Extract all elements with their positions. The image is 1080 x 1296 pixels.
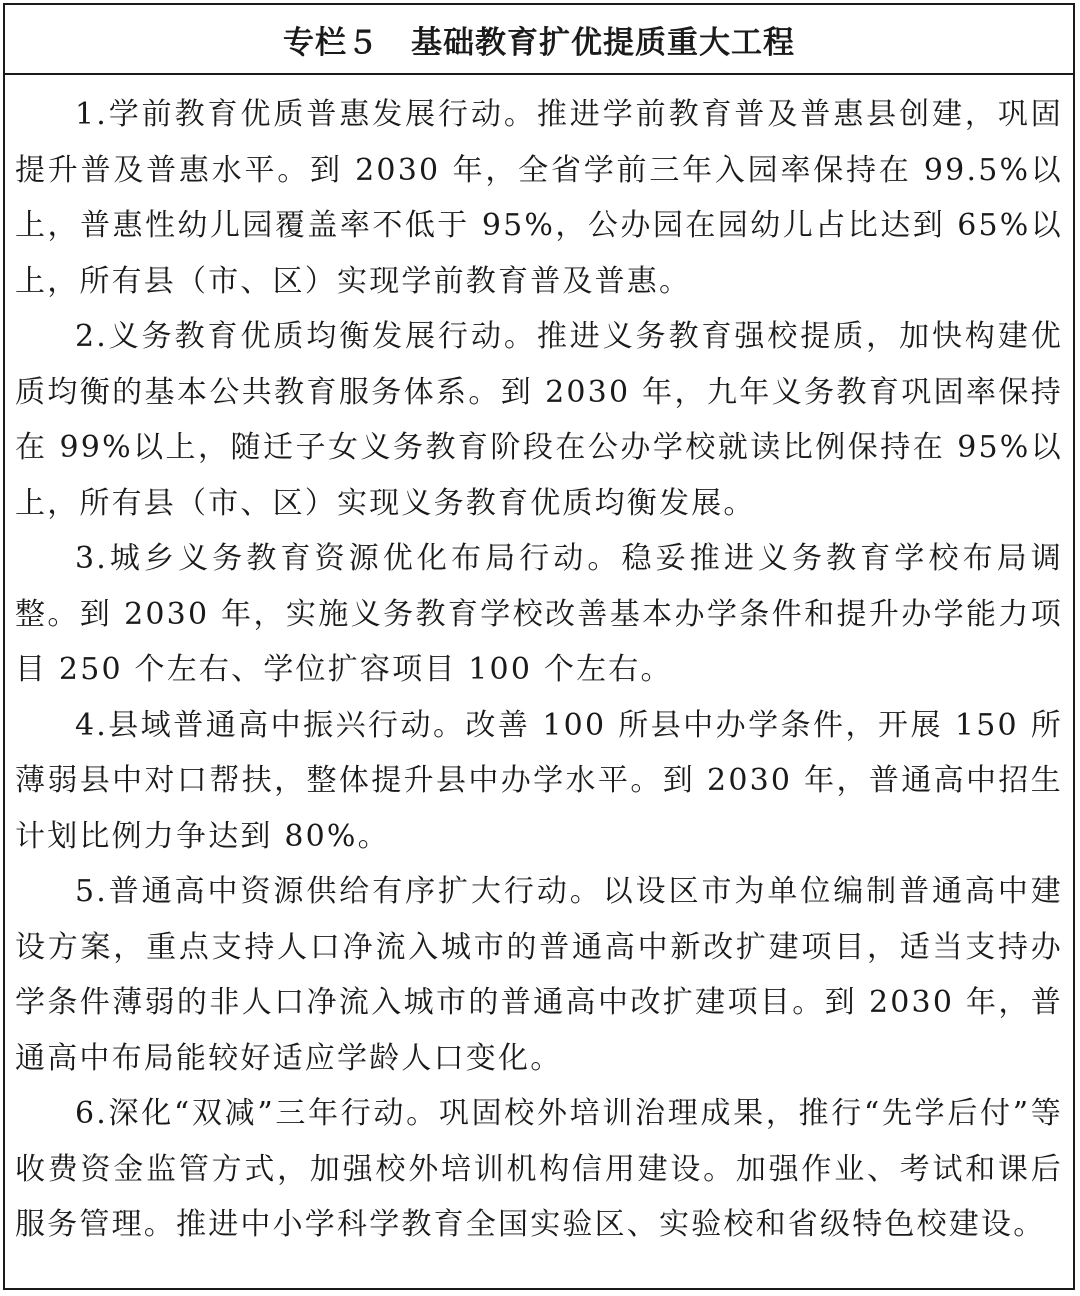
item-high-school-supply: 5.普通高中资源供给有序扩大行动。以设区市为单位编制普通高中建设方案，重点支持人口净流入城市的普通高中新改扩建项目，适当支持办学条件薄弱的非人口净流入城市的普通高中改扩建项目。到 2030 年，普通高中布局能较好适应学龄人口变化。 — [15, 874, 1063, 1076]
box-title: 专栏５ 基础教育扩优提质重大工程 — [5, 5, 1073, 75]
item-resource-layout: 3.城乡义务教育资源优化布局行动。稳妥推进义务教育学校布局调整。到 2030 年，实施义务教育学校改善基本办学条件和提升办学能力项目 250 个左右、学位扩容项目 100 个左右。 — [15, 541, 1063, 687]
item-compulsory-education: 2.义务教育优质均衡发展行动。推进义务教育强校提质，加快构建优质均衡的基本公共教育服务体系。到 2030 年，九年义务教育巩固率保持在 99%以上，随迁子女义务教育阶段在公办学校就读比例保持在 95%以上，所有县（市、区）实现义务教育优质均衡发展。 — [15, 319, 1063, 521]
item-county-high-school: 4.县域普通高中振兴行动。改善 100 所县中办学条件，开展 150 所薄弱县中对口帮扶，整体提升县中办学水平。到 2030 年，普通高中招生计划比例力争达到 80%。 — [15, 707, 1063, 854]
item-double-reduction: 6.深化“双减”三年行动。巩固校外培训治理成果，推行“先学后付”等收费资金监管方式，加强校外培训机构信用建设。加强作业、考试和课后服务管理。推进中小学科学教育全国实验区、实验校和省级特色校建设。 — [15, 1096, 1063, 1242]
box-content — [5, 75, 1073, 1253]
project-box — [3, 3, 1075, 1290]
item-preschool: 1.学前教育优质普惠发展行动。推进学前教育普及普惠县创建，巩固提升普及普惠水平。到 2030 年，全省学前三年入园率保持在 99.5%以上，普惠性幼儿园覆盖率不低于 95%，公办园在园幼儿占比达到 65%以上，所有县（市、区）实现学前教育普及普惠。 — [15, 97, 1063, 299]
